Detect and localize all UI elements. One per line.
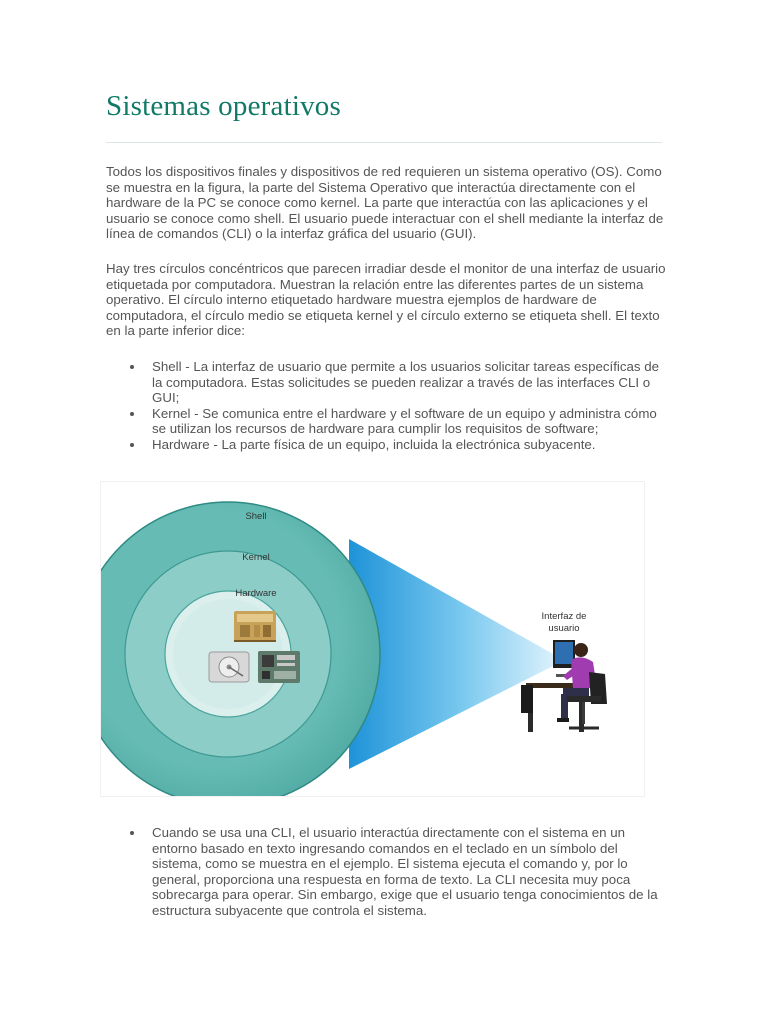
kernel-label: Kernel: [242, 552, 270, 563]
shell-label: Shell: [245, 511, 267, 522]
cli-list: [106, 825, 666, 919]
hard-drive-icon: [209, 652, 249, 682]
os-layers-figure: [101, 482, 644, 796]
figure-description-paragraph: Hay tres círculos concéntricos que parecen irradiar desde el monitor de una interfaz de usuario etiquetada por computadora. Muestran la relación entre las diferentes partes de un sistema operativo. El círculo interno etiquetado hardware muestra ejemplos de hardware de computadora, el círculo medio se etiqueta kernel y el círculo externo se etiqueta shell. El texto en la parte inferior dice:: [106, 261, 666, 339]
list-item-text: Shell - La interfaz de usuario que permite a los usuarios solicitar tareas específicas de la computadora. Estas solicitudes se pueden realizar a través de las interfaces CLI o GUI;: [152, 359, 660, 406]
bullet-icon: [130, 365, 134, 369]
page-title: Sistemas operativos: [106, 90, 341, 122]
list-item-kernel: [106, 406, 666, 437]
user-interface-label-2: usuario: [548, 623, 580, 634]
intro-paragraph: Todos los dispositivos finales y dispositivos de red requieren un sistema operativo (OS). Como se muestra en la figura, la parte del Sistema Operativo que interactúa directamente con el hardware de la PC se conoce como kernel. La parte que interactúa con las aplicaciones y el usuario se conoce como shell. El usuario puede interactuar con el shell mediante la interfaz de línea de comandos (CLI) o la interfaz gráfica del usuario (GUI).: [106, 164, 664, 242]
list-item-text: Cuando se usa una CLI, el usuario interactúa directamente con el sistema en un entorno basado en texto ingresando comandos en el teclado en un símbolo del sistema, como se muestra en el ejemplo. El sistema ejecuta el comando y, por lo general, proporciona una respuesta en forma de texto. La CLI necesita muy poca sobrecarga para operar. Sin embargo, exige que el usuario tenga conocimientos de la estructura subyacente que controla el sistema.: [152, 825, 658, 918]
hardware-label: Hardware: [235, 588, 277, 599]
list-item-hardware: [106, 437, 666, 453]
list-item-text: Hardware - La parte física de un equipo, incluida la electrónica subyacente.: [152, 436, 596, 452]
cpu-board-icon: [234, 611, 276, 641]
bullet-icon: [130, 412, 134, 416]
motherboard-icon: [258, 651, 300, 683]
list-item-cli: [106, 825, 666, 919]
list-item-text: Kernel - Se comunica entre el hardware y el software de un equipo y administra cómo se utilizan los recursos de hardware para cumplir los requisitos de software;: [152, 405, 657, 437]
bullet-icon: [130, 443, 134, 447]
os-parts-list: [106, 359, 666, 453]
user-interface-label: Interfaz de: [541, 611, 587, 622]
bullet-icon: [130, 831, 134, 835]
title-divider: [106, 142, 662, 143]
os-layers-diagram: [101, 482, 644, 796]
list-item-shell: [106, 359, 666, 406]
